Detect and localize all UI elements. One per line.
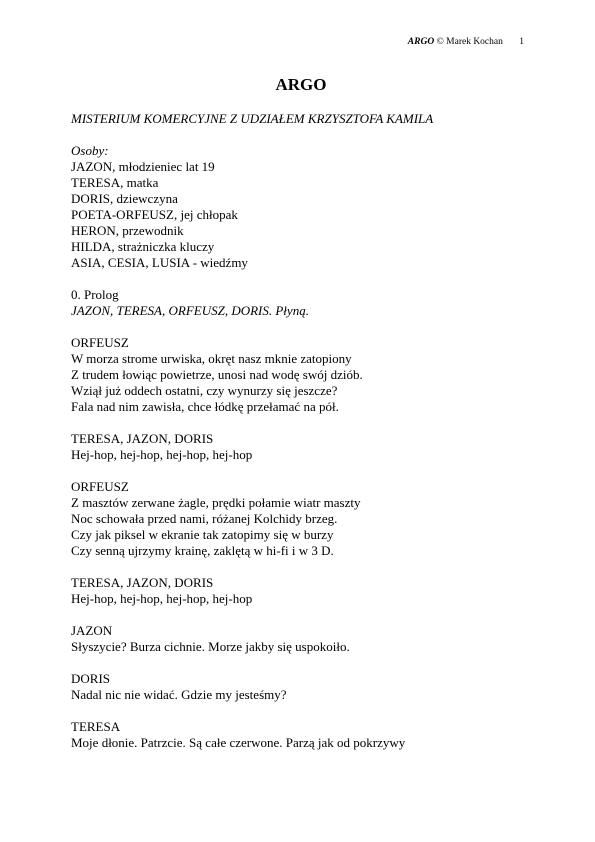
cast-list xyxy=(71,143,531,271)
dialogue-line: Wziął już oddech ostatni, czy wynurzy się jeszcze? xyxy=(71,383,338,398)
stage-direction: JAZON, TERESA, ORFEUSZ, DORIS. Płyną. xyxy=(71,303,309,318)
speaker-name: TERESA, JAZON, DORIS xyxy=(71,431,214,446)
dialogue-line: W morza strome urwiska, okręt nasz mknie zatopiony xyxy=(71,351,352,366)
speaker-name: DORIS xyxy=(71,671,111,686)
cast-item: DORIS, dziewczyna xyxy=(71,191,178,206)
speech xyxy=(71,671,531,703)
scene-header xyxy=(71,287,531,319)
dialogue-line: Z masztów zerwane żagle, prędki połamie wiatr maszty xyxy=(71,495,361,510)
document-subtitle: MISTERIUM KOMERCYJNE Z UDZIAŁEM KRZYSZTOFA KAMILA xyxy=(71,111,434,126)
speech xyxy=(71,431,531,463)
dialogue-line: Fala nad nim zawisła, chce łódkę przełamać na pół. xyxy=(71,399,339,414)
document-title: ARGO xyxy=(275,75,327,94)
speaker-name: JAZON xyxy=(71,623,113,638)
speaker-name: ORFEUSZ xyxy=(71,335,129,350)
cast-item: POETA-ORFEUSZ, jej chłopak xyxy=(71,207,238,222)
dialogue-line: Moje dłonie. Patrzcie. Są całe czerwone. Parzą jak od pokrzywy xyxy=(71,735,406,750)
cast-item: TERESA, matka xyxy=(71,175,159,190)
dialogue-line: Hej-hop, hej-hop, hej-hop, hej-hop xyxy=(71,591,253,606)
cast-item: HERON, przewodnik xyxy=(71,223,184,238)
scene-heading: 0. Prolog xyxy=(71,287,119,302)
speech xyxy=(71,719,531,751)
header-title: ARGO xyxy=(407,37,435,47)
dialogue-line: Noc schowała przed nami, różanej Kolchidy brzeg. xyxy=(71,511,338,526)
cast-item: JAZON, młodzieniec lat 19 xyxy=(71,159,215,174)
document-body xyxy=(71,75,531,767)
dialogue-line: Czy jak piksel w ekranie tak zatopimy się w burzy xyxy=(71,527,334,542)
dialogue-line: Czy senną ujrzymy krainę, zaklętą w hi-fi i w 3 D. xyxy=(71,543,334,558)
dialogue-line: Nadal nic nie widać. Gdzie my jesteśmy? xyxy=(71,687,287,702)
speech xyxy=(71,575,531,607)
dialogue-line: Z trudem łowiąc powietrze, unosi nad wodę swój dziób. xyxy=(71,367,363,382)
running-header xyxy=(408,36,524,48)
speech xyxy=(71,479,531,559)
dialogue-line: Słyszycie? Burza cichnie. Morze jakby się uspokoiło. xyxy=(71,639,350,654)
speech xyxy=(71,623,531,655)
speaker-name: TERESA xyxy=(71,719,121,734)
speech xyxy=(71,335,531,415)
cast-item: HILDA, strażniczka kluczy xyxy=(71,239,215,254)
dialogue-line: Hej-hop, hej-hop, hej-hop, hej-hop xyxy=(71,447,253,462)
cast-item: ASIA, CESIA, LUSIA - wiedźmy xyxy=(71,255,248,270)
speaker-name: TERESA, JAZON, DORIS xyxy=(71,575,214,590)
page-number: 1 xyxy=(519,37,524,47)
header-author: © Marek Kochan xyxy=(436,37,503,47)
speaker-name: ORFEUSZ xyxy=(71,479,129,494)
cast-heading: Osoby: xyxy=(71,143,109,158)
